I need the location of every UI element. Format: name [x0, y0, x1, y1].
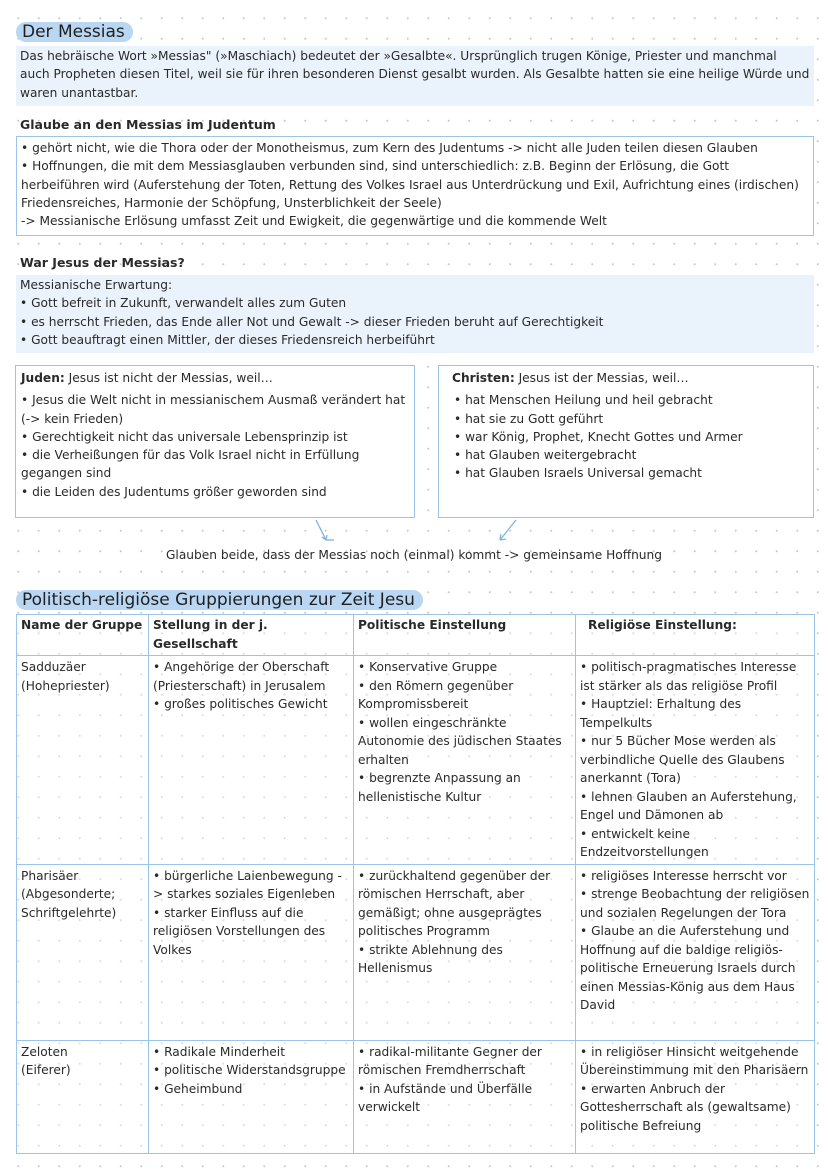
jews-label: Juden: — [21, 371, 65, 385]
cell-line: • Geheimbund — [153, 1081, 243, 1096]
section-title-messias: Der Messias — [16, 22, 133, 42]
cell-line: • bürgerliche Laienbewegung -> starkes soziales Eigenleben — [153, 868, 342, 901]
judaism-line: -> Messianische Erlösung umfasst Zeit und Ewigkeit, die gegenwärtige und die kommende Welt — [21, 214, 607, 229]
cell-line: • großes politisches Gewicht — [153, 697, 328, 711]
christians-box — [438, 365, 814, 518]
cell-line: • den Römern gegenüber Kompromissbereit — [358, 678, 514, 711]
section-title-groups: Politisch-religiöse Gruppierungen zur Zeit Jesu — [16, 590, 423, 610]
cell-line: Zeloten — [21, 1044, 68, 1059]
cell-line: • in Aufstände und Überfälle verwickelt — [358, 1081, 533, 1114]
intro-text: Das hebräische Wort »Messias" (»Maschiach) bedeutet der »Gesalbte«. Ursprünglich trugen Könige, Priester und manchmal auch Propheten diesen Titel, weil sie für ihren besonderen Dienst gesalbt wurden. Als Gesalbte hatten sie eine heilige Würde und waren unantastbar. — [20, 49, 810, 100]
cell-line: • nur 5 Bücher Mose werden als verbindliche Quelle des Glaubens anerkannt (Tora) — [580, 734, 785, 785]
cell-line: • wollen eingeschränkte Autonomie des jüdischen Staates erhalten — [358, 715, 562, 767]
cell-line: (Abgesonderte; — [21, 887, 116, 901]
table-row — [17, 656, 815, 865]
expectation-line: • Gott befreit in Zukunft, verwandelt alles zum Guten — [20, 296, 347, 311]
cell-line: • Hauptziel: Erhaltung des Tempelkults — [580, 697, 742, 730]
judaism-box — [16, 136, 814, 236]
cell-line: (Eiferer) — [21, 1063, 71, 1077]
cell-line: • Konservative Gruppe — [358, 660, 498, 674]
christians-lead: Jesus ist der Messias, weil… — [514, 371, 689, 385]
cell-group-name — [17, 864, 149, 1040]
cell-religious — [576, 1040, 815, 1154]
cell-line: • entwickelt keine Endzeitvorstellungen — [580, 826, 709, 859]
judaism-line: • gehört nicht, wie die Thora oder der Monotheismus, zum Kern des Judentums -> nicht alle Juden teilen diesen Glauben — [21, 141, 758, 155]
cell-line: • begrenzte Anpassung an hellenistische Kultur — [358, 771, 521, 804]
cell-political — [354, 1040, 576, 1154]
arrow-down-left-icon — [490, 518, 520, 546]
jews-line: • Gerechtigkeit nicht das universale Lebensprinzip ist — [21, 429, 348, 444]
christians-line: • hat Glauben Israels Universal gemacht — [454, 466, 702, 481]
cell-line: • politisch-pragmatisches Interesse ist stärker als das religiöse Profil — [580, 660, 797, 693]
heading-judaism: Glaube an den Messias im Judentum — [20, 117, 276, 132]
cell-line: • Radikale Minderheit — [153, 1044, 285, 1059]
header-political: Politische Einstellung — [354, 615, 576, 656]
cell-line: • politische Widerstandsgruppe — [153, 1063, 346, 1077]
expectation-line: • Gott beauftragt einen Mittler, der dieses Friedensreich herbeiführt — [20, 332, 435, 347]
expectation-line: • es herrscht Frieden, das Ende aller Not und Gewalt -> dieser Frieden beruht auf Gerechtigkeit — [20, 314, 604, 329]
cell-political — [354, 656, 576, 865]
cell-line: • lehnen Glauben an Auferstehung, Engel und Dämonen ab — [580, 789, 797, 822]
cell-religious — [576, 864, 815, 1040]
arrow-down-right-icon — [310, 518, 340, 546]
header-name: Name der Gruppe — [17, 615, 149, 656]
cell-line: • zurückhaltend gegenüber der römischen Herrschaft, aber gemäßigt; ohne ausgeprägtes politisches Programm — [358, 868, 551, 938]
cell-line: • strikte Ablehnung des Hellenismus — [358, 942, 503, 975]
christians-line: • hat sie zu Gott geführt — [454, 411, 604, 426]
heading-jesus: War Jesus der Messias? — [20, 255, 185, 270]
expectation-box — [16, 275, 814, 353]
expectation-line: Messianische Erwartung: — [20, 278, 173, 292]
cell-line: • in religiöser Hinsicht weitgehende Übereinstimmung mit den Pharisäern — [580, 1044, 809, 1077]
judaism-line: • Hoffnungen, die mit dem Messiasglauben verbunden sind, sind unterschiedlich: z.B. Beginn der Erlösung, die Gott herbeiführen wird (Auferstehung der Toten, Rettung des Volkes Israel aus Unterdrückung und Exil, Aufrichtung eines (irdischen) Friedensreiches, Harmonie der Schöpfung, Unsterblichkeit der Seele) — [21, 159, 799, 210]
jews-line: • die Verheißungen für das Volk Israel nicht in Erfüllung gegangen sind — [21, 448, 360, 481]
cell-line: Sadduzäer — [21, 660, 86, 674]
cell-line: Schriftgelehrte) — [21, 905, 117, 920]
christians-line: • war König, Prophet, Knecht Gottes und Armer — [454, 429, 743, 444]
jews-lead: Jesus ist nicht der Messias, weil… — [64, 371, 273, 385]
header-religious: Religiöse Einstellung: — [576, 615, 815, 656]
cell-line: • strenge Beobachtung der religiösen und sozialen Regelungen der Tora — [580, 887, 810, 920]
groups-table — [16, 614, 815, 1154]
cell-political — [354, 864, 576, 1040]
cell-society — [149, 864, 354, 1040]
cell-religious — [576, 656, 815, 865]
christians-line: • hat Menschen Heilung und heil gebracht — [454, 393, 713, 408]
cell-line: • radikal-militante Gegner der römischen Fremdherrschaft — [358, 1044, 542, 1077]
jews-line: • Jesus die Welt nicht in messianischem Ausmaß verändert hat (-> kein Frieden) — [21, 393, 406, 426]
cell-line: (Hohepriester) — [21, 678, 110, 693]
table-row — [17, 1040, 815, 1154]
jews-box — [15, 365, 415, 518]
jews-line: • die Leiden des Judentums größer geworden sind — [21, 484, 327, 499]
cell-group-name — [17, 1040, 149, 1154]
table-header-row — [17, 615, 815, 656]
christians-line: • hat Glauben weitergebracht — [454, 448, 637, 463]
conclusion-text: Glauben beide, dass der Messias noch (einmal) kommt -> gemeinsame Hoffnung — [165, 548, 662, 562]
table-row — [17, 864, 815, 1040]
cell-line: • starker Einfluss auf die religiösen Vorstellungen des Volkes — [153, 905, 326, 957]
intro-paragraph — [16, 46, 814, 106]
cell-society — [149, 656, 354, 865]
cell-line: Pharisäer — [21, 868, 79, 883]
header-society: Stellung in der j. Gesellschaft — [149, 615, 354, 656]
cell-line: • erwarten Anbruch der Gottesherrschaft als (gewaltsame) politische Befreiung — [580, 1081, 791, 1133]
cell-line: • Angehörige der Oberschaft (Priesterschaft) in Jerusalem — [153, 660, 330, 693]
cell-society — [149, 1040, 354, 1154]
cell-group-name — [17, 656, 149, 865]
cell-line: • religiöses Interesse herrscht vor — [580, 868, 787, 883]
cell-line: • Glaube an die Auferstehung und Hoffnung auf die baldige religiös-politische Erneuerung Israels durch einen Messias-König aus dem Haus David — [580, 924, 796, 1012]
christians-label: Christen: — [452, 371, 515, 385]
